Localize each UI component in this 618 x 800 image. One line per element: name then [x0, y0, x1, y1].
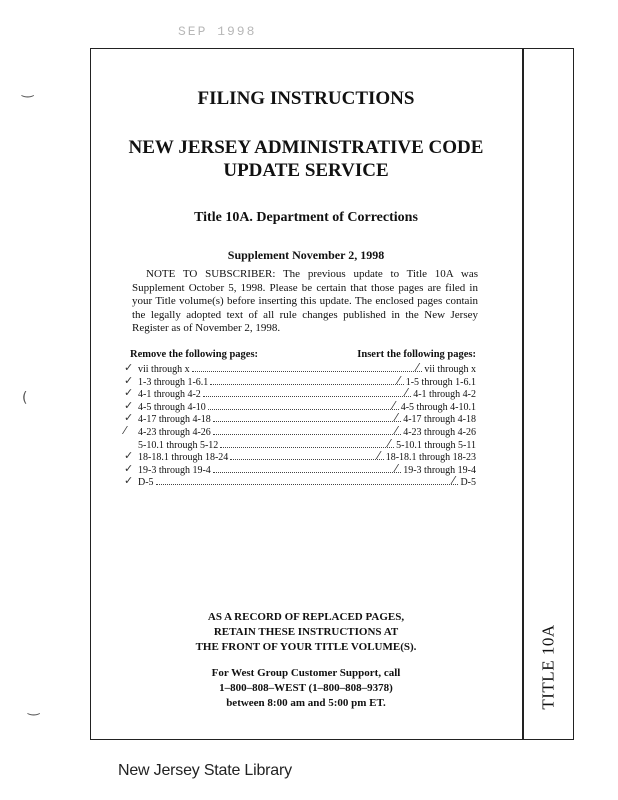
support-info [92, 666, 520, 711]
library-footer: New Jersey State Library [118, 762, 292, 779]
checkmark-icon: ✓ [124, 461, 134, 475]
code-title [92, 136, 520, 182]
table-row [124, 449, 476, 464]
checkmark-icon: ✓ [124, 361, 134, 374]
title-heading: Title 10A. Department of Corrections [194, 210, 418, 225]
support-hours: between 8:00 am and 5:00 pm ET. [226, 697, 386, 709]
checkmark-icon: ✓ [124, 449, 134, 463]
checkmark-icon: ⁄ [452, 474, 455, 488]
insert-header: Insert the following pages: [357, 349, 476, 360]
table-row [124, 474, 476, 489]
table-row [124, 411, 476, 426]
leader-dots [210, 373, 403, 387]
insert-cell: ⁄ 1-5 through 1-6.1 [397, 373, 476, 388]
table-row [124, 461, 476, 477]
support-phone: 1–800–808–WEST (1–800–808–9378) [219, 682, 393, 694]
insert-cell: ⁄ 5-10.1 through 5-11 [388, 436, 476, 451]
checkmark-icon: ⁄ [395, 461, 398, 475]
remove-cell: ✓ vii through x [124, 361, 190, 375]
remove-cell: ✓ 18-18.1 through 18-24 [124, 449, 229, 464]
remove-cell: ⁄ 4-23 through 4-26 [124, 423, 211, 438]
remove-cell: ✓ 4-5 through 4-10 [124, 398, 206, 413]
page-table [124, 361, 476, 489]
margin-mark: ( [22, 390, 28, 406]
remove-header: Remove the following pages: [130, 349, 259, 360]
leader-dots [156, 474, 459, 488]
record-line3: THE FRONT OF YOUR TITLE VOLUME(S). [195, 641, 417, 653]
insert-cell: ⁄ 4-23 through 4-26 [395, 423, 476, 438]
subscriber-note: NOTE TO SUBSCRIBER: The previous update to Title 10A was Supplement October 5, 1998. Please be certain that those pages are filed in your Title volume(s) before inserting this update. The enclosed pages contain the legally adopted text of all rule changes published in the New Jersey Register as of November 2, 1998. [132, 268, 478, 334]
page-title: FILING INSTRUCTIONS [197, 88, 415, 109]
insert-cell: ⁄ D-5 [452, 474, 476, 489]
tab-divider [522, 48, 524, 740]
supplement-date: Supplement November 2, 1998 [227, 248, 385, 262]
table-row [124, 373, 476, 389]
leader-dots [220, 436, 394, 450]
title-tab-label: TITLE 10A [539, 624, 559, 710]
margin-mark: ‿ [22, 82, 34, 98]
table-row [130, 436, 476, 452]
checkmark-icon: ⁄ [388, 436, 390, 450]
checkmark-icon: ⁄ [392, 398, 395, 412]
leader-dots [213, 461, 401, 475]
code-title-line1: NEW JERSEY ADMINISTRATIVE CODE [128, 137, 484, 158]
leader-dots [213, 411, 401, 425]
insert-cell: ⁄ vii through x [416, 361, 476, 375]
checkmark-icon: ✓ [124, 474, 134, 488]
checkmark-icon: ⁄ [395, 423, 398, 437]
checkmark-icon: ⁄ [405, 386, 408, 400]
remove-cell: ✓ 1-3 through 1-6.1 [124, 373, 209, 388]
record-notice [92, 610, 520, 655]
leader-dots [213, 423, 401, 437]
remove-cell: ✓ 19-3 through 19-4 [124, 461, 211, 476]
remove-cell: ✓ D-5 [124, 474, 154, 489]
checkmark-icon: ✓ [124, 386, 134, 400]
checkmark-icon: ⁄ [397, 373, 400, 387]
leader-dots [192, 363, 423, 372]
checkmark-icon: ⁄ [395, 411, 398, 425]
record-line2: RETAIN THESE INSTRUCTIONS AT [213, 626, 399, 638]
checkmark-icon: ⁄ [416, 361, 419, 374]
checkmark-icon: ⁄ [124, 423, 126, 437]
table-row [124, 361, 476, 376]
insert-cell: ⁄ 4-17 through 4-18 [395, 411, 476, 426]
table-header [130, 349, 476, 360]
checkmark-icon: ✓ [124, 398, 134, 412]
leader-dots [203, 386, 411, 400]
title-tab [532, 612, 566, 722]
remove-cell: 5-10.1 through 5-12 [138, 439, 219, 451]
record-line1: AS A RECORD OF REPLACED PAGES, [207, 611, 405, 623]
remove-cell: ✓ 4-17 through 4-18 [124, 411, 211, 426]
insert-cell: ⁄ 18-18.1 through 18-23 [377, 449, 476, 464]
code-title-line2: UPDATE SERVICE [223, 160, 389, 181]
table-row [124, 423, 476, 439]
insert-cell: ⁄ 4-5 through 4-10.1 [392, 398, 476, 413]
table-row [124, 386, 476, 401]
date-stamp: SEP 1998 [178, 24, 257, 39]
leader-dots [208, 398, 399, 412]
checkmark-icon: ✓ [124, 373, 134, 387]
table-row [124, 398, 476, 414]
checkmark-icon: ⁄ [377, 449, 380, 463]
leader-dots [230, 449, 383, 463]
insert-cell: ⁄ 19-3 through 19-4 [395, 461, 476, 476]
support-line1: For West Group Customer Support, call [211, 667, 401, 679]
remove-cell: ✓ 4-1 through 4-2 [124, 386, 201, 401]
insert-cell: ⁄ 4-1 through 4-2 [405, 386, 476, 401]
margin-mark: ‿ [28, 700, 40, 716]
checkmark-icon: ✓ [124, 411, 134, 425]
